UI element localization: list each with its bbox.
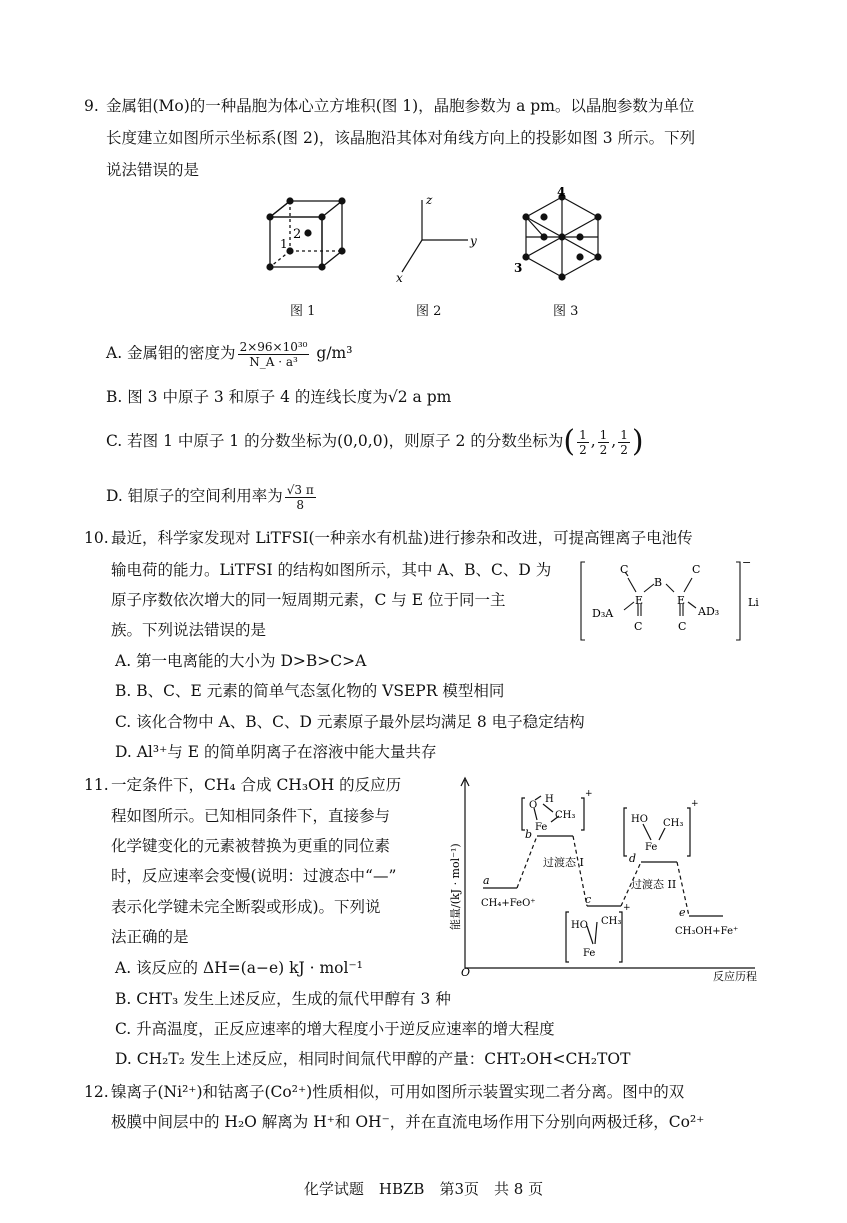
level-a-label: a xyxy=(483,874,490,887)
figure-2-axes xyxy=(390,190,482,286)
fig2-z-label: z xyxy=(426,193,433,207)
q9-option-d: D. 钼原子的空间利用率为 $\frac{√3 \pi}{8}$ xyxy=(106,482,314,512)
q11-option-a: A. 该反应的 ΔH=(a−e) kJ · mol⁻¹ xyxy=(115,959,363,977)
figure-1-bcc-cell xyxy=(262,195,358,273)
q10-stem-line-1: 最近，科学家发现对 LiTFSI(一种亲水有机盐)进行掺杂和改进，可提高锂离子电池传 xyxy=(111,529,693,547)
struct-e-left: E xyxy=(635,594,644,607)
litfsi-structure xyxy=(578,556,772,646)
level-d-label: d xyxy=(629,852,637,865)
ts1-o: O xyxy=(529,800,538,811)
end-species: CH₃OH+Fe⁺ xyxy=(675,926,739,937)
struct-c-top-left: C xyxy=(620,563,629,576)
q11-stem-line-3: 化学键变化的元素被替换为更重的同位素 xyxy=(111,837,391,855)
q10-option-c: C. 该化合物中 A、B、C、D 元素原子最外层均满足 8 电子稳定结构 xyxy=(115,713,585,731)
q11-stem-line-1: 一定条件下，CH₄ 合成 CH₃OH 的反应历 xyxy=(111,776,402,794)
q11-stem-line-4: 时，反应速率会变慢(说明：过渡态中“—” xyxy=(111,867,397,885)
q11-option-b: B. CHT₃ 发生上述反应，生成的氚代甲醇有 3 种 xyxy=(115,990,451,1008)
q12-number: 12. xyxy=(84,1083,109,1101)
q9-stem-line-3: 说法错误的是 xyxy=(106,161,200,179)
q10-stem-line-2: 输电荷的能力。LiTFSI 的结构如图所示，其中 A、B、C、D 为 xyxy=(111,561,552,579)
fig1-atom-2-label: 2 xyxy=(293,227,302,242)
struct-charge: − xyxy=(742,556,752,569)
q9-stem-line-1: 金属钼(Mo)的一种晶胞为体心立方堆积(图 1)，晶胞参数为 a pm。以晶胞参数为单位 xyxy=(106,97,695,115)
struct-li: Li xyxy=(748,596,759,609)
start-species: CH₄+FeO⁺ xyxy=(481,898,536,909)
ts1-fe: Fe xyxy=(535,822,548,833)
diagram-ylabel: 能量/(kJ · mol⁻¹) xyxy=(449,843,462,930)
struct-e-right: E xyxy=(677,594,686,607)
fig2-x-label: x xyxy=(396,271,403,285)
q11-option-d: D. CH₂T₂ 发生上述反应，相同时间氚代甲醇的产量：CHT₂OH<CH₂TOT xyxy=(115,1050,631,1068)
ts2-ch3: CH₃ xyxy=(663,818,684,829)
ts1-h: H xyxy=(545,794,554,805)
struct-c-top-right: C xyxy=(692,563,701,576)
q11-stem-line-2: 程如图所示。已知相同条件下，直接参与 xyxy=(111,807,391,825)
struct-b: B xyxy=(654,576,663,589)
level-b-label: b xyxy=(525,828,533,841)
ts1-charge: + xyxy=(585,789,593,799)
q10-stem-line-4: 族。下列说法错误的是 xyxy=(111,621,267,639)
figure-3-projection xyxy=(512,185,612,278)
ts2-ho: HO xyxy=(631,814,648,825)
ts2-charge: + xyxy=(691,799,699,809)
level-c-label: c xyxy=(585,893,592,906)
figure-1-caption: 图 1 xyxy=(290,304,316,319)
struct-c-bottom-right: C xyxy=(678,620,687,633)
q11-number: 11. xyxy=(84,776,109,794)
ts2-fe: Fe xyxy=(645,842,658,853)
q11-stem-line-5: 表示化学键未完全断裂或形成)。下列说 xyxy=(111,898,381,916)
q12-stem-line-2: 极膜中间层中的 H₂O 解离为 H⁺和 OH⁻，并在直流电场作用下分别向两极迁移，Co²⁺ xyxy=(111,1113,705,1131)
fig1-atom-1-label: 1 xyxy=(280,237,288,251)
struct-c-bottom-left: C xyxy=(634,620,643,633)
q10-option-a: A. 第一电离能的大小为 D>B>C>A xyxy=(115,652,367,670)
q10-stem-line-3: 原子序数依次增大的同一短周期元素，C 与 E 位于同一主 xyxy=(111,591,506,609)
q11-option-c: C. 升高温度，正反应速率的增大程度小于逆反应速率的增大程度 xyxy=(115,1020,555,1038)
int-fe: Fe xyxy=(583,948,596,959)
struct-ad3: AD₃ xyxy=(698,605,720,618)
page-footer: 化学试题 HBZB 第3页 共 8 页 xyxy=(303,1180,544,1198)
fig3-atom-3-label: 3 xyxy=(514,261,523,275)
diagram-origin: O xyxy=(461,966,471,979)
q11-stem-line-6: 法正确的是 xyxy=(111,928,189,946)
ts1-ch3: CH₃ xyxy=(555,810,576,821)
q9-option-c: C. 若图 1 中原子 1 的分数坐标为(0,0,0)，则原子 2 的分数坐标为( $\frac{1}{2}$ , $\frac{1}{2}$ , $\frac{1}{2}$ ) xyxy=(106,424,644,459)
q10-number: 10. xyxy=(84,529,109,547)
q9-stem-line-2: 长度建立如图所示坐标系(图 2)，该晶胞沿其体对角线方向上的投影如图 3 所示。下列 xyxy=(106,129,696,147)
ts1-label: 过渡态 I xyxy=(543,856,584,869)
level-e-label: e xyxy=(679,906,686,919)
q9-option-b: B. 图 3 中原子 3 和原子 4 的连线长度为√2 a pm xyxy=(106,388,452,406)
reaction-energy-diagram xyxy=(449,770,770,983)
q12-stem-line-1: 镍离子(Ni²⁺)和钴离子(Co²⁺)性质相似，可用如图所示装置实现二者分离。图中的双 xyxy=(111,1083,685,1101)
diagram-xlabel: 反应历程 xyxy=(713,970,757,983)
q10-option-d: D. Al³⁺与 E 的简单阴离子在溶液中能大量共存 xyxy=(115,743,437,761)
figure-2-caption: 图 2 xyxy=(416,304,442,319)
figure-3-caption: 图 3 xyxy=(553,304,579,319)
int-ho: HO xyxy=(571,920,588,931)
ts2-label: 过渡态 II xyxy=(631,878,677,891)
q9-number: 9. xyxy=(84,97,99,115)
q10-option-b: B. B、C、E 元素的简单气态氢化物的 VSEPR 模型相同 xyxy=(115,682,505,700)
q9-option-a: A. 金属钼的密度为 $\frac{\text{2×96×10³⁰}}{\text{N\_A · a³}}$ g/m³ xyxy=(106,339,353,369)
int-ch3: CH₃ xyxy=(601,916,622,927)
fig3-atom-4-label: 4 xyxy=(557,185,566,199)
struct-d3a: D₃A xyxy=(592,607,614,620)
fig2-y-label: y xyxy=(470,234,477,248)
int-charge: + xyxy=(623,903,631,913)
